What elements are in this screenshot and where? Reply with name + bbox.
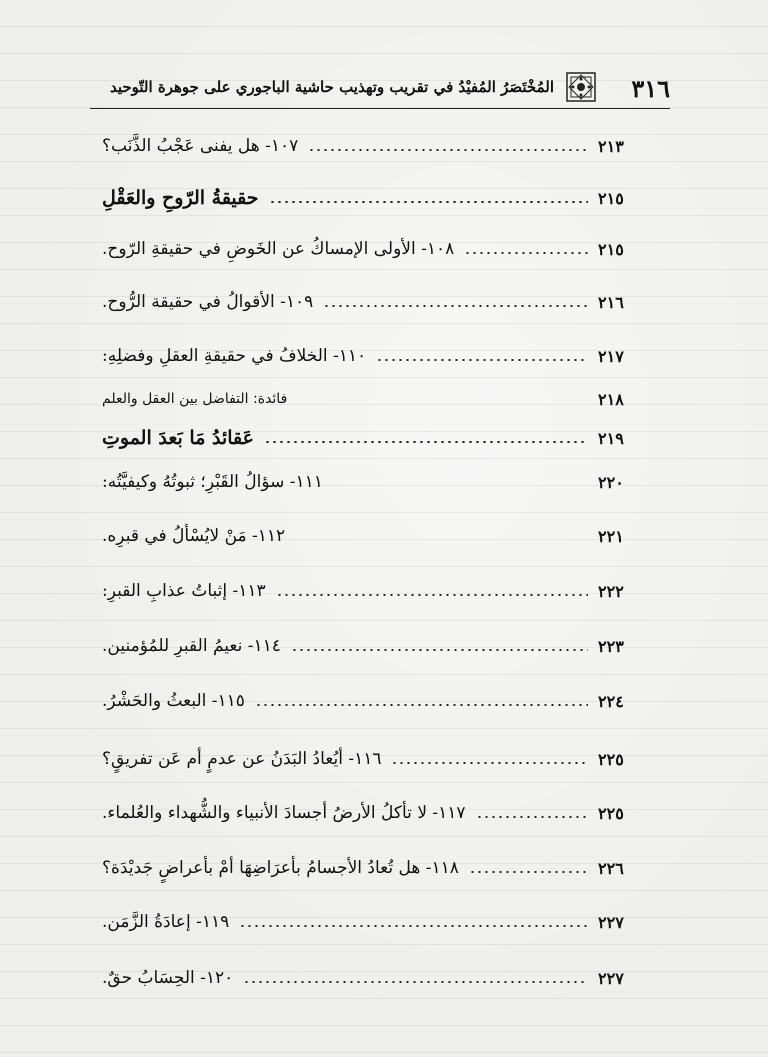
toc-entry-page: ٢١٨	[598, 389, 624, 409]
dot-leader	[323, 305, 588, 307]
toc-entry	[92, 231, 668, 267]
dot-leader	[243, 981, 588, 983]
toc-section-heading	[92, 420, 668, 456]
toc-entry-page: ٢١٣	[598, 136, 624, 156]
toc-entry-page: ٢٢٤	[598, 691, 624, 711]
toc-entry-page: ٢٢٥	[598, 803, 624, 823]
toc-entry-label: ١٠٨- الأولى الإمساكُ عن الخَوضِ في حقيقةِ الرّوح.	[102, 239, 455, 259]
dot-leader	[376, 359, 588, 361]
toc-entry-page: ٢٢٥	[598, 749, 624, 769]
toc-entry-page: ٢١٥	[598, 188, 624, 208]
toc-entry-page: ٢٢٧	[598, 912, 624, 932]
dot-leader	[269, 201, 588, 203]
toc-entry-label: ١١٦- أيُعادُ البَدَنُ عن عدمٍ أم عَن تفريقٍ؟	[102, 749, 382, 769]
decorative-ornament-icon	[566, 72, 596, 102]
toc-entry-label: ١٢٠- الحِسَابُ حقٌ.	[102, 968, 234, 988]
toc-entry	[92, 960, 668, 996]
toc-entry	[92, 464, 668, 500]
toc-entry-label: ١١٢- مَنْ لايُسْألُ في قبرِه.	[102, 526, 286, 546]
toc-entry-page: ٢٢٢	[598, 581, 624, 601]
toc-entry-label: ١١٤- نعيمُ القبرِ للمُؤمنين.	[102, 636, 281, 656]
toc-entry	[92, 741, 668, 777]
toc-entry-label: ١١٣- إثباتُ عذابِ القبرِ:	[102, 581, 266, 601]
toc-entry-label: ١٠٩- الأقوالُ في حقيقة الرُّوح.	[102, 292, 314, 312]
section-heading-label: حقيقةُ الرّوحِ والعَقْلِ	[102, 187, 259, 209]
toc-entry	[92, 904, 668, 940]
dot-leader	[469, 871, 588, 873]
toc-entry-page: ٢١٩	[598, 428, 624, 448]
page-header	[90, 66, 670, 120]
toc-entry	[92, 128, 668, 164]
dot-leader	[291, 649, 588, 651]
dot-leader	[464, 252, 588, 254]
dot-leader	[264, 441, 588, 443]
toc-note	[92, 381, 668, 417]
blank-leader	[333, 485, 588, 487]
toc-section-heading	[92, 180, 668, 216]
toc-entry-page: ٢١٦	[598, 292, 624, 312]
toc-entry	[92, 850, 668, 886]
toc-entry-label: ١١١- سؤالُ القَبْرِ؛ ثبوتُهُ وكيفيَّتُه:	[102, 472, 323, 492]
toc-entry-label: ١١٧- لا تأكلُ الأرضُ أجسادَ الأنبياء والشُّهداء والعُلماء.	[102, 803, 466, 823]
page-number: ٣١٦	[631, 74, 670, 103]
header-rule	[90, 108, 670, 109]
toc-note-label: فائدة: التفاضل بين العقل والعلم	[102, 391, 288, 407]
toc-entry-page: ٢٢٣	[598, 636, 624, 656]
toc-entry	[92, 628, 668, 664]
toc-entry	[92, 284, 668, 320]
toc-entry-page: ٢٢٧	[598, 968, 624, 988]
dot-leader	[308, 149, 588, 151]
running-title: المُخْتَصَرُ المُفيْدُ في تقريب وتهذيب حاشية الباجوري على جوهرة التّوحيد	[109, 78, 554, 96]
toc-entry	[92, 573, 668, 609]
toc-entry	[92, 795, 668, 831]
toc-entry-label: ١١٥- البعثُ والحَشْرُ.	[102, 691, 245, 711]
toc-entry	[92, 518, 668, 554]
toc-entry	[92, 338, 668, 374]
toc-entry	[92, 683, 668, 719]
dot-leader	[239, 925, 588, 927]
toc-entry-page: ٢١٧	[598, 346, 624, 366]
dot-leader	[276, 594, 588, 596]
dot-leader	[476, 816, 588, 818]
toc-entry-label: ١١٨- هل تُعادُ الأجسامُ بأعرَاضِهَا أمْ بأعراضٍ جَديْدَة؟	[102, 858, 459, 878]
blank-leader	[311, 402, 588, 404]
dot-leader	[255, 704, 588, 706]
toc-entry-page: ٢٢٠	[598, 472, 624, 492]
section-heading-label: عَقائدُ مَا بَعدَ الموتِ	[102, 427, 254, 449]
toc-entry-page: ٢١٥	[598, 239, 624, 259]
toc-entry-label: ١١٩- إعادَةُ الزَّمَن.	[102, 912, 230, 932]
toc-entry-label: ١٠٧- هل يفنى عَجْبُ الذَّنَب؟	[102, 136, 299, 156]
toc-entry-page: ٢٢١	[598, 526, 624, 546]
dot-leader	[391, 762, 588, 764]
blank-leader	[295, 539, 588, 541]
toc-entry-label: ١١٠- الخلافُ في حقيقةِ العقلِ وفضلِهِ:	[102, 346, 367, 366]
toc-entry-page: ٢٢٦	[598, 858, 624, 878]
